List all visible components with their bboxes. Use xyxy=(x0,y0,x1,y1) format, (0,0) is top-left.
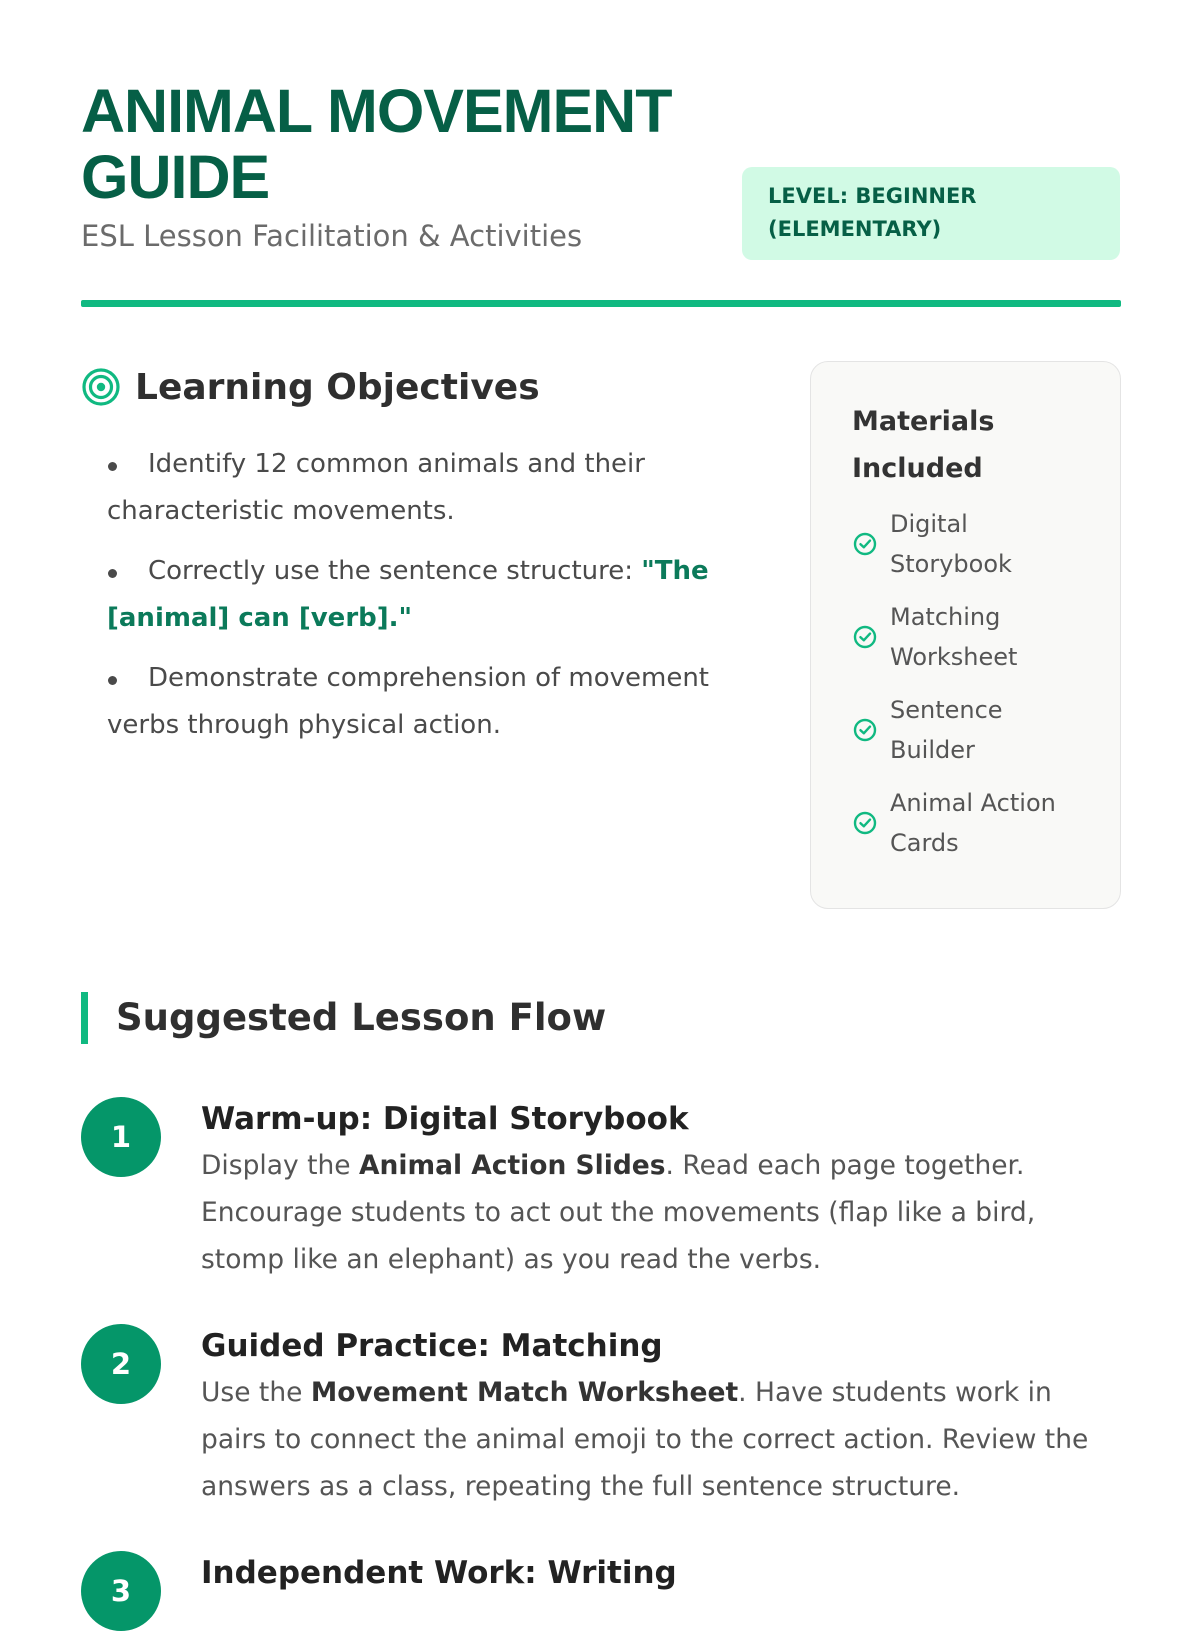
objectives-list xyxy=(81,441,741,762)
sentence-structure-highlight: "The [animal] can [verb]." xyxy=(107,556,709,633)
header-divider xyxy=(81,300,1121,307)
materials-item-label: Sentence Builder xyxy=(890,696,1003,764)
objective-text: Correctly use the sentence structure: xyxy=(148,556,642,586)
step-description xyxy=(201,1142,1121,1283)
materials-heading: Materials Included xyxy=(852,406,995,484)
step-number-badge: 2 xyxy=(81,1324,161,1404)
objective-text: Identify 12 common animals and their characteristic movements. xyxy=(107,449,645,526)
objective-item xyxy=(81,655,741,749)
objectives-heading-row xyxy=(81,362,540,412)
check-circle-icon xyxy=(852,810,878,836)
step-body xyxy=(201,1097,1121,1283)
materials-item xyxy=(852,783,1100,863)
target-icon xyxy=(81,367,121,407)
materials-card xyxy=(810,361,1121,909)
step-desc-text: Display the xyxy=(201,1150,360,1181)
step-number-badge: 3 xyxy=(81,1551,161,1631)
materials-item-label: Digital Storybook xyxy=(890,510,1012,578)
step-description xyxy=(201,1369,1121,1510)
check-circle-icon xyxy=(852,717,878,743)
step-number-badge: 1 xyxy=(81,1097,161,1177)
step-body xyxy=(201,1324,1121,1510)
objective-text: Demonstrate comprehension of movement verbs through physical action. xyxy=(107,663,710,740)
materials-item xyxy=(852,690,1100,770)
step-title: Warm-up: Digital Storybook xyxy=(201,1101,689,1137)
lesson-flow-heading: Suggested Lesson Flow xyxy=(81,992,606,1044)
step-body xyxy=(201,1551,1121,1595)
materials-item-label: Matching Worksheet xyxy=(890,603,1018,671)
check-circle-icon xyxy=(852,624,878,650)
objectives-heading: Learning Objectives xyxy=(135,366,540,408)
step-desc-text: . Read each page together. Encourage students to act out the movements (flap like a bird, stomp like an elephant) as you read the verbs. xyxy=(201,1150,1036,1275)
step-title: Guided Practice: Matching xyxy=(201,1328,663,1364)
materials-item xyxy=(852,597,1100,677)
check-circle-icon xyxy=(852,531,878,557)
objective-item xyxy=(81,441,741,535)
objective-item xyxy=(81,548,741,642)
materials-item-label: Animal Action Cards xyxy=(890,789,1056,857)
step-resource-name: Movement Match Worksheet xyxy=(310,1377,739,1408)
page-subtitle: ESL Lesson Facilitation & Activities xyxy=(81,219,583,253)
step-desc-text: Use the xyxy=(201,1377,311,1408)
materials-item xyxy=(852,504,1100,584)
level-badge: LEVEL: BEGINNER (ELEMENTARY) xyxy=(742,167,1120,260)
page-title: ANIMAL MOVEMENT GUIDE xyxy=(81,77,672,211)
step-title: Independent Work: Writing xyxy=(201,1555,677,1591)
step-resource-name: Animal Action Slides xyxy=(359,1150,666,1181)
step-desc-text: . Have students work in pairs to connect the animal emoji to the correct action. Review the answers as a class, repeating the full sentence structure. xyxy=(201,1377,1089,1502)
